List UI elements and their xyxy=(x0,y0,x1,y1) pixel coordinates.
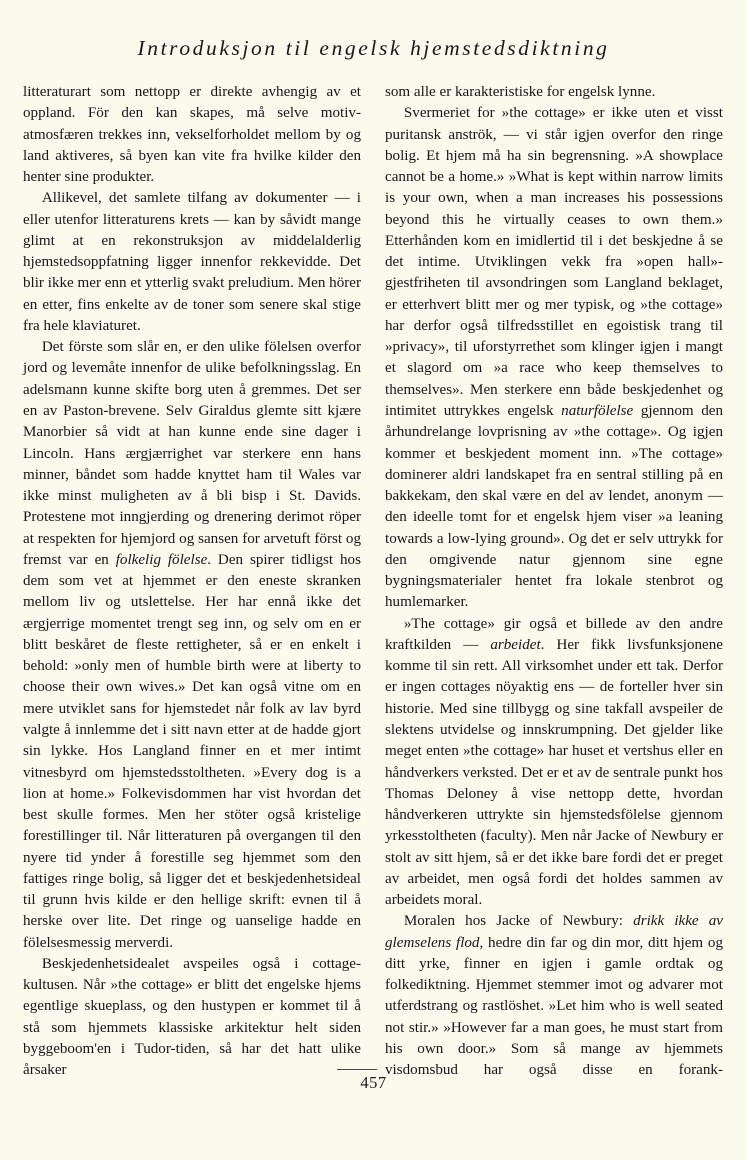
paragraph xyxy=(23,954,361,1082)
folio-rule xyxy=(337,1069,377,1070)
column-left xyxy=(23,82,361,1081)
body-text: litteraturart som nettopp er direkte avhengig av et oppland. För den kan skapes, må selve motiv-atmosfæren trekkes inn, vekselforholdet mellom by og land aktiveres, så byen kan vite fra hvilke kilder den henter sine produkter. xyxy=(23,84,361,186)
body-text: som alle er karakteristiske for engelsk lynne. xyxy=(385,84,656,100)
body-text: Allikevel, det samlete tilfang av dokumenter — i eller utenfor litteraturens krets — kan by såvidt mange glimt at en rekonstruksjon av middelalderlig hjemstedsoppfatning ligger innenfor rekkevidde. Det blir ikke mer enn et ytterlig svakt preludium. Men hörer en etter, fins enkelte av de toner som senere skal stige fra hele klaviaturet. xyxy=(23,190,361,334)
body-text: gjennom den århundrelange lovprisning av »the cottage». Og igjen kommer et beskjedent moment inn. »The cottage» dominerer aldri landskapet fra en sentral stilling på en bakkekam, den skal være en del av lendet, anonym — den ideelle tomt for et engelsk hjem viser »a leaning towards a low-lying ground». Og det er selv uttrykk for den omgivende natur gjennom sine egne bygningsmaterialer hentet fra lokale stenbrot og humlemarker. xyxy=(385,402,723,611)
emphasis-text: arbeidet xyxy=(490,636,541,653)
emphasis-text: naturfölelse xyxy=(561,402,634,419)
paragraph xyxy=(23,337,361,954)
paragraph xyxy=(23,188,361,337)
body-text: Beskjedenhetsidealet avspeiles også i cottage-kultusen. Når »the cottage» er blitt det engelske hjems egentlige skueplass, og den hustypen er kommet til å stå som hjemmets klassiske arkitektur helt siden byggeboom'en i Tudor-tiden, så har det hatt ulike årsaker xyxy=(23,955,361,1079)
body-text: . Her fikk livsfunksjonene komme til sin rett. All virksomhet under ett tak. Derfor er ingen cottages nöyaktig ens — de forteller hver sin historie. Med sine tillbygg og sine takfall avspeiler de slektens utvidelse og innskrumpning. Det gjelder like meget enten »the cottage» har huset et vertshus eller en håndverkers verksted. Det er et av de sentrale punkt hos Thomas Deloney å vise nettopp dette, hvordan håndverkeren uttrykte sin hjemstedsfölelse gjennom yrkesstoltheten (faculty). Men når Jacke of Newbury er stolt av sitt hjem, så er det ikke bare fordi det er preget av arbeidet, men også fordi det holdes sammen av arbeidets moral. xyxy=(385,636,723,909)
body-text: Moralen hos Jacke of Newbury: xyxy=(403,913,634,930)
paragraph xyxy=(385,614,723,912)
emphasis-text: folkelig fölelse xyxy=(115,551,208,568)
body-text: »The cottage» gir også et billede av den andre kraftkilden — xyxy=(385,615,723,653)
body-text: Svermeriet for »the cottage» er ikke uten et visst puritansk anströk, — vi står igjen overfor den ringe bolig. Et hjem må ha sin begrensning. »A showplace cannot be a home.» »What is kept within narrow limits is your own, when a man increases his possessions beyond this he virtually ceases to own them.» Etterhånden kom en imidlertid til i det beskjedne å se det intime. Utviklingen vekk fra »open hall»-gjestfriheten til avsondringen som Langland beklaget, er etterhvert blitt mer og mer typisk, og »the cottage» har derfor også tilfredsstillet en egoistisk trang til »privacy», til uforstyrrethet som klinger igjen i mangt et slagord om »a race who keep themselves to themselves». Men sterkere enn både beskjedenhet og intimitet uttrykkes engelsk xyxy=(385,105,723,419)
paragraph xyxy=(385,82,723,103)
column-right xyxy=(385,82,723,1081)
page-number: 457 xyxy=(360,1073,387,1092)
emphasis-text: drikk ikke av glemselens flod xyxy=(385,913,723,951)
paragraph xyxy=(385,103,723,613)
body-columns xyxy=(23,82,724,1081)
body-text: . Den spirer tidligst hos dem som vet at hjemmet er den eneste skranken mellom liv og utslettelse. Her har ennå ikke det ærgjerrige momentet trengt seg inn, og selv om en er blitt beskåret de fleste rettigheter, så er en enkelt i behold: »only men of humble birth were at liberty to choose their own wives.» Det kan også vitne om en mere utviklet sans for hjemstedet når folk av lav byrd valgte å innlemme det i sitt navn etter at de hadde gjort sin lykke. Hos Langland finner en et mer intimt vitnesbyrd om hjemstedsstoltheten. »Every dog is a lion at home.» Folkevisdommen har vist hvordan det best skulle formes. Men her stöter også kristelige forestillinger til. Når litteraturen på overgangen til den nyere tid ynder å forestille seg hjemmet som den fattiges ringe bolig, så ligger det et beskjedenhetsideal til grunn hvis kilde er den hellige skrift: evnen til å herske over lite. Det ringe og uanselige hadde en fölelsesmessig merverdi. xyxy=(23,551,361,951)
paragraph xyxy=(23,82,361,188)
body-text: Det förste som slår en, er den ulike fölelsen overfor jord og levemåte innenfor de ulike befolkningsslag. En adelsmann kunne skifte borg uten å gremmes. Det ser en av Paston-brevene. Selv Giraldus glemte sitt kjære Manorbier så vidt at han kunne ende sine dager i Lincoln. Hans ærgjærrighet var sterkere enn hans minner, båndet som hadde knyttet ham til Wales var ikke minst muligheten av å bli bisp i St. Davids. Protestene mot inngjerding og drenering derimot röper at respekten for hjemjord og sansen for arvetuft först og fremst var en xyxy=(23,339,361,568)
body-text: , hedre din far og din mor, ditt hjem og ditt yrke, finner en igjen i gamle ordtak og folkediktning. Hjemmet stemmer imot og advarer mot utferdstrang og rastlöshet. »Let him who is well seated not stir.» »However far a man goes, he must start from his own door.» Som så mange av hjemmets visdomsbud har også disse en forank- xyxy=(385,934,723,1079)
paragraph xyxy=(385,911,723,1081)
running-head: Introduksjon til engelsk hjemstedsdiktning xyxy=(137,36,610,60)
